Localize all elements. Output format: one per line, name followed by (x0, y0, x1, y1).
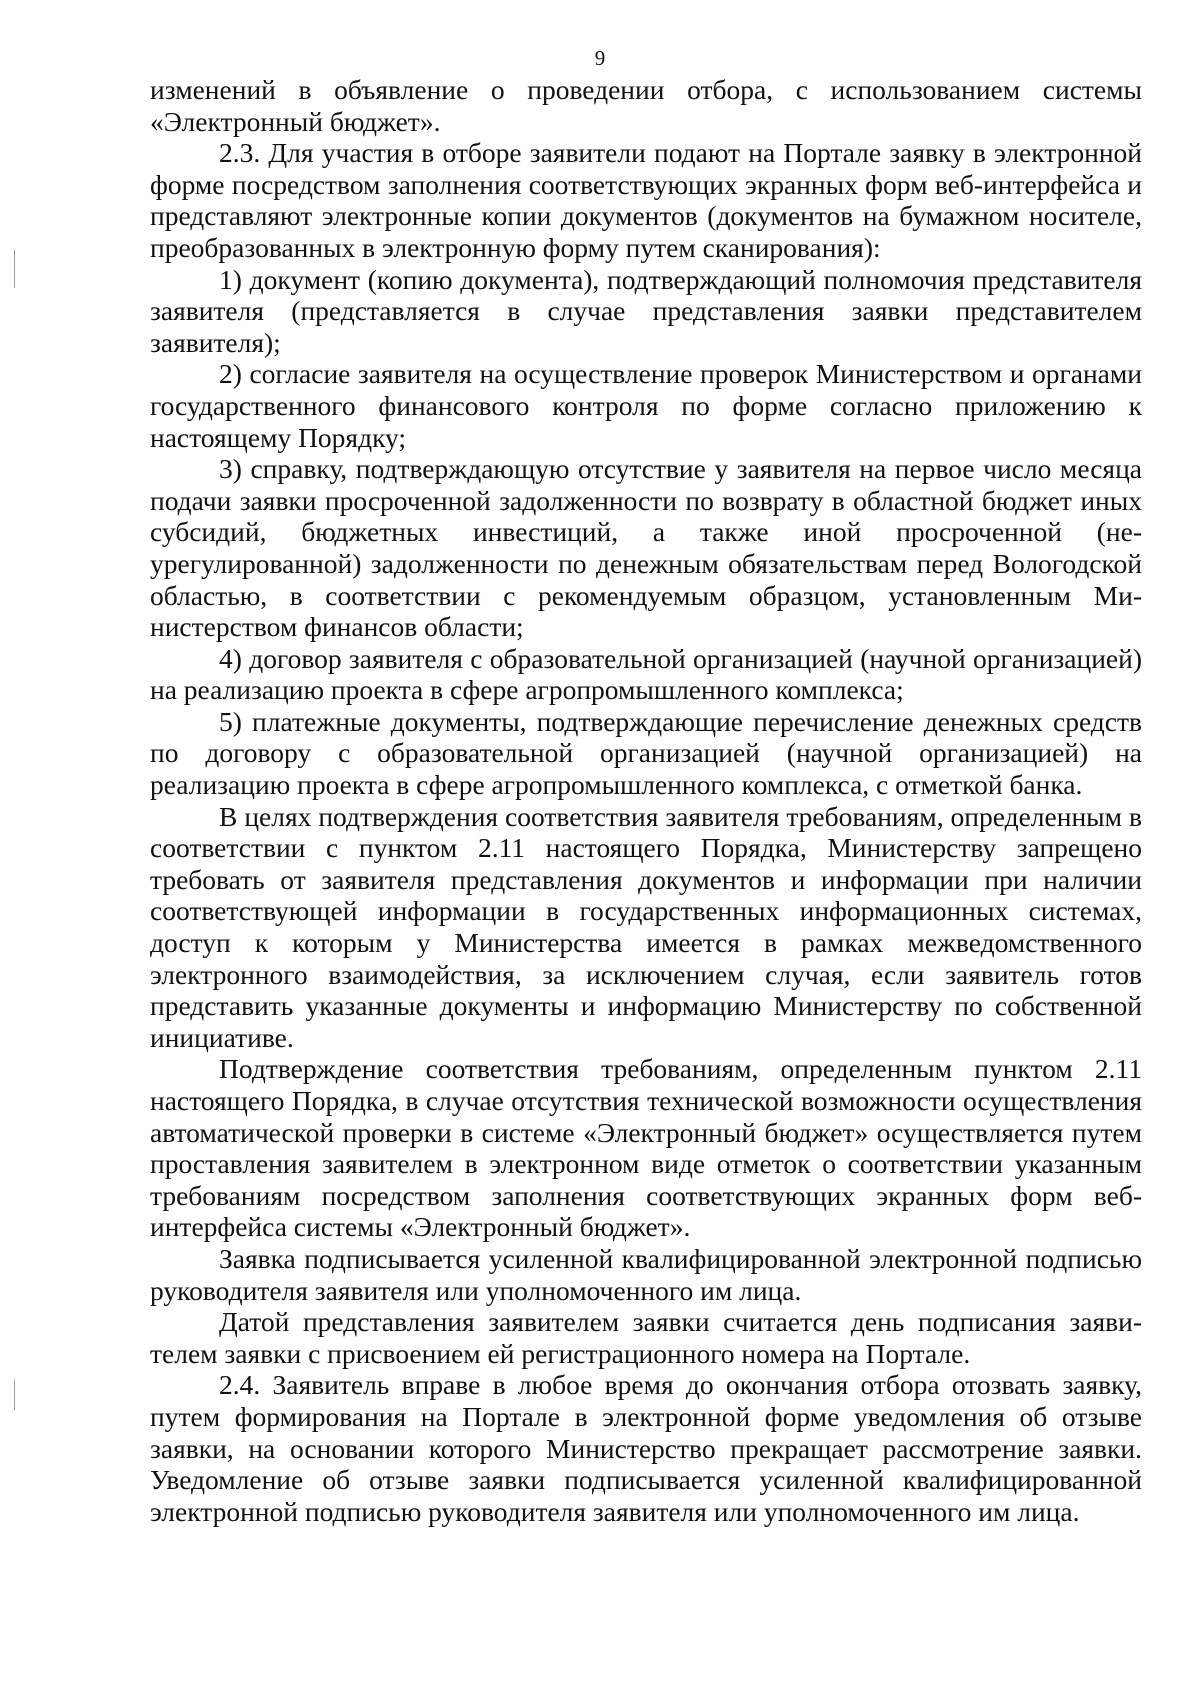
document-body (150, 74, 1142, 1527)
paragraph: 4) договор заявителя с образовательной организацией (научной организацией) на реализацию проекта в сфере агропромышленного комплекса; (150, 642, 1142, 706)
paragraph: изменений в объявление о проведении отбора, с использованием системы «Электронный бюджет». (150, 74, 1142, 137)
paragraph: 1) документ (копию документа), подтверждающий полномочия представителя заявителя (представляется в случае представления заявки представителем заявителя); (150, 263, 1142, 358)
paragraph: 2.4. Заявитель вправе в любое время до окончания отбора отозвать заявку, путем формирования на Портале в электронной форме уведомления об отзыве заявки, на основании которого Министерство прекращает рассмотрение заявки. Уведомление об отзыве заявки подписывается усиленной квалифицированной электронной подписью руководителя заявителя или уполномоченного им лица. (150, 1369, 1142, 1527)
paragraph: 5) платежные документы, подтверждающие перечисление денежных средств по договору с образовательной организацией (научной организацией) на реализацию проекта в сфере агропромышленного комплекса, с отметкой банка. (150, 705, 1142, 801)
scan-edge-mark (14, 250, 15, 288)
paragraph: В целях подтверждения соответствия заявителя требованиям, определенным в соответствии с пунктом 2.11 настоящего Порядка, Министерству запрещено требовать от заявителя представления документов и информации при наличии соответствующей информации в государственных информационных системах, доступ к которым у Министерства имеется в рамках межведомственного электронного взаимодействия, за исключением случая, если заявитель готов представить указанные документы и информацию Министерству по собственной инициативе. (150, 800, 1142, 1053)
paragraph: Заявка подписывается усиленной квалифицированной электронной подписью руководителя заявителя или уполномоченного им лица. (150, 1242, 1142, 1306)
paragraph: Датой представления заявителем заявки считается день подписания заявителем заявки с присвоением ей регистрационного номера на Портале. (150, 1306, 1142, 1369)
page-number: 9 (594, 46, 606, 70)
paragraph: Подтверждение соответствия требованиям, определенным пунктом 2.11 настоящего Порядка, в случае отсутствия технической возможности осуществления автоматической проверки в системе «Электронный бюджет» осуществляется путем проставления заявителем в электронном виде отметок о соответствии указанным требованиям посредством заполнения соответствующих экранных форм веб-интерфейса системы «Электронный бюджет». (150, 1053, 1142, 1243)
paragraph: 3) справку, подтверждающую отсутствие у заявителя на первое число месяца подачи заявки просроченной задолженности по возврату в областной бюджет иных субсидий, бюджетных инвестиций, а также иной просроченной (неурегулированной) задолженности по денежным обязательствам перед Вологодской областью, в соответствии с рекомендуемым образцом, установленным Министерством финансов области; (150, 453, 1142, 643)
paragraph: 2) согласие заявителя на осуществление проверок Министерством и органами государственного финансового контроля по форме согласно приложению к настоящему Порядку; (150, 358, 1142, 453)
paragraph: 2.3. Для участия в отборе заявители подают на Портале заявку в электронной форме посредством заполнения соответствующих экранных форм веб-интерфейса и представляют электронные копии документов (документов на бумажном носителе, преобразованных в электронную форму путем сканирования): (150, 137, 1142, 263)
scan-edge-mark (14, 1380, 15, 1410)
